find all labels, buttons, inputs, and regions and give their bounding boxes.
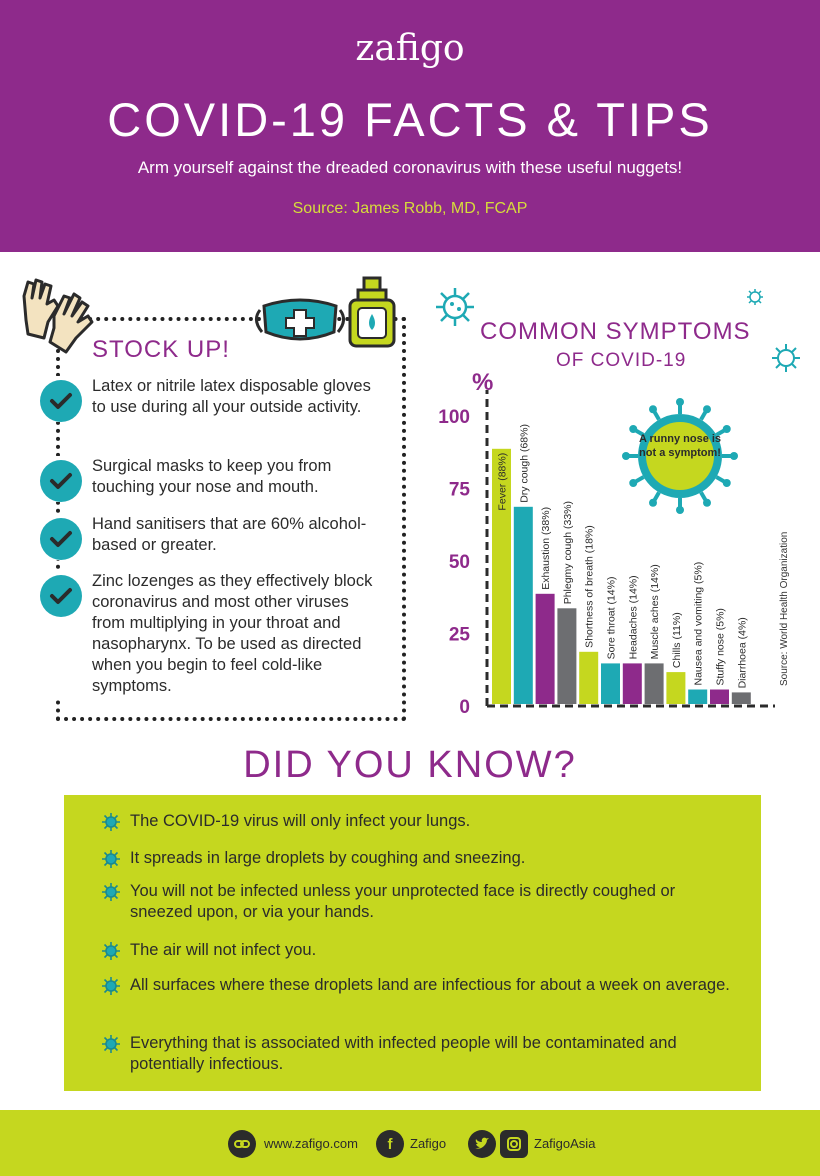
bar	[645, 663, 664, 704]
header	[0, 0, 820, 252]
chart-subtitle: OF COVID-19	[556, 350, 687, 371]
virus-spike-tip	[649, 405, 657, 413]
bar-label: Dry cough (68%)	[518, 424, 531, 503]
list-item	[100, 940, 740, 961]
y-axis-label: %	[472, 369, 494, 396]
check-icon	[40, 380, 82, 422]
bar-label: Shortness of breath (18%)	[583, 525, 596, 648]
bar-label: Diarrhoea (4%)	[736, 617, 749, 689]
check-icon	[40, 575, 82, 617]
link-icon[interactable]	[228, 1130, 256, 1158]
chart-title: COMMON SYMPTOMS	[480, 318, 751, 345]
bar	[732, 692, 751, 704]
bar-label: Sore throat (14%)	[605, 576, 618, 660]
virus-icon	[746, 288, 764, 306]
sanitiser-icon	[344, 274, 400, 350]
virus-icon	[100, 849, 122, 869]
virus-spike-tip	[730, 452, 738, 460]
stock-item-text: Hand sanitisers that are 60% alcohol-based or greater.	[92, 515, 367, 554]
bar-label: Exhaustion (38%)	[540, 506, 553, 590]
instagram-icon[interactable]	[500, 1130, 528, 1158]
stock-item	[40, 571, 380, 697]
header-source: Source: James Robb, MD, FCAP	[292, 200, 528, 217]
bar	[688, 690, 707, 705]
bar-label: Fever (88%)	[496, 452, 509, 511]
bar	[536, 594, 555, 704]
list-item-text: All surfaces where these droplets land are infectious for about a week on average.	[130, 976, 730, 994]
chart-annotation: A runny nose is not a symptom!	[638, 433, 722, 459]
bar-label: Muscle aches (14%)	[649, 564, 662, 660]
twitter-icon[interactable]	[468, 1130, 496, 1158]
website-link[interactable]: www.zafigo.com	[264, 1136, 358, 1151]
list-item-text: The COVID-19 virus will only infect your lungs.	[130, 812, 471, 830]
bar-label: Phlegmy cough (33%)	[561, 500, 574, 605]
stock-item-text: Zinc lozenges as they effectively block coronavirus and most other viruses from multiplying in your throat and nasopharynx. To be used as directed when you begin to feel cold-like symptoms.	[92, 572, 373, 695]
facebook-icon[interactable]: f	[376, 1130, 404, 1158]
stock-up-title: STOCK UP!	[92, 336, 230, 363]
y-tick-label: 100	[438, 407, 470, 428]
page-subtitle: Arm yourself against the dreaded coronavirus with these useful nuggets!	[137, 158, 683, 177]
check-icon	[40, 460, 82, 502]
stock-item-text: Latex or nitrile latex disposable gloves to use during all your outside activity.	[92, 377, 371, 416]
stock-item	[40, 514, 380, 560]
virus-spike-tip	[622, 452, 630, 460]
list-item	[100, 1033, 740, 1075]
virus-spike-tip	[649, 499, 657, 507]
check-icon	[40, 518, 82, 560]
virus-icon	[100, 1034, 122, 1054]
bar	[666, 672, 685, 704]
bar-label: Chills (11%)	[670, 612, 683, 669]
stock-item	[40, 376, 380, 422]
y-tick-label: 75	[448, 479, 470, 501]
virus-icon	[434, 286, 476, 328]
stock-item-text: Surgical masks to keep you from touching your nose and mouth.	[92, 457, 332, 496]
stock-item	[40, 456, 380, 502]
facebook-link[interactable]: Zafigo	[410, 1136, 447, 1151]
social-link[interactable]: ZafigoAsia	[534, 1136, 596, 1151]
bar-label: Stuffy nose (5%)	[714, 608, 727, 686]
list-item	[100, 881, 740, 923]
virus-icon	[100, 812, 122, 832]
symptoms-chart	[420, 360, 790, 720]
y-tick-label: 50	[448, 552, 470, 573]
bar-label: Nausea and vomiting (5%)	[692, 561, 705, 686]
gloves-icon	[14, 276, 100, 360]
list-item-text: You will not be infected unless your unprotected face is directly coughed or sneezed upon, or via your hands.	[130, 882, 676, 921]
footer	[0, 1110, 820, 1176]
virus-icon	[100, 941, 122, 961]
virus-spike-tip	[676, 506, 684, 514]
virus-spike-tip	[703, 405, 711, 413]
virus-spike-tip	[629, 479, 637, 487]
bar	[579, 652, 598, 704]
y-tick-label: 0	[459, 697, 470, 718]
list-item	[100, 848, 740, 869]
page-title: COVID-19 FACTS & TIPS	[107, 93, 713, 146]
list-item-text: The air will not infect you.	[130, 941, 317, 959]
did-you-know-title: DID YOU KNOW?	[243, 744, 577, 786]
virus-icon	[100, 882, 122, 902]
did-you-know-box	[64, 795, 761, 1091]
mask-icon	[250, 290, 350, 350]
virus-icon	[100, 976, 122, 996]
bar	[601, 663, 620, 704]
y-tick-label: 25	[448, 624, 470, 646]
virus-spike-tip	[723, 479, 731, 487]
virus-spike-tip	[703, 499, 711, 507]
logo: zafigo	[355, 28, 465, 69]
virus-spike-tip	[676, 398, 684, 406]
list-item	[100, 811, 740, 832]
chart-source: Source: World Health Organization	[779, 531, 790, 686]
list-item	[100, 975, 740, 996]
list-item-text: Everything that is associated with infected people will be contaminated and potentially infectious.	[130, 1034, 677, 1073]
bar	[557, 608, 576, 704]
list-item-text: It spreads in large droplets by coughing and sneezing.	[130, 849, 526, 867]
bar	[514, 507, 533, 704]
bar	[623, 663, 642, 704]
bar-label: Headaches (14%)	[627, 575, 640, 660]
bar	[710, 690, 729, 705]
